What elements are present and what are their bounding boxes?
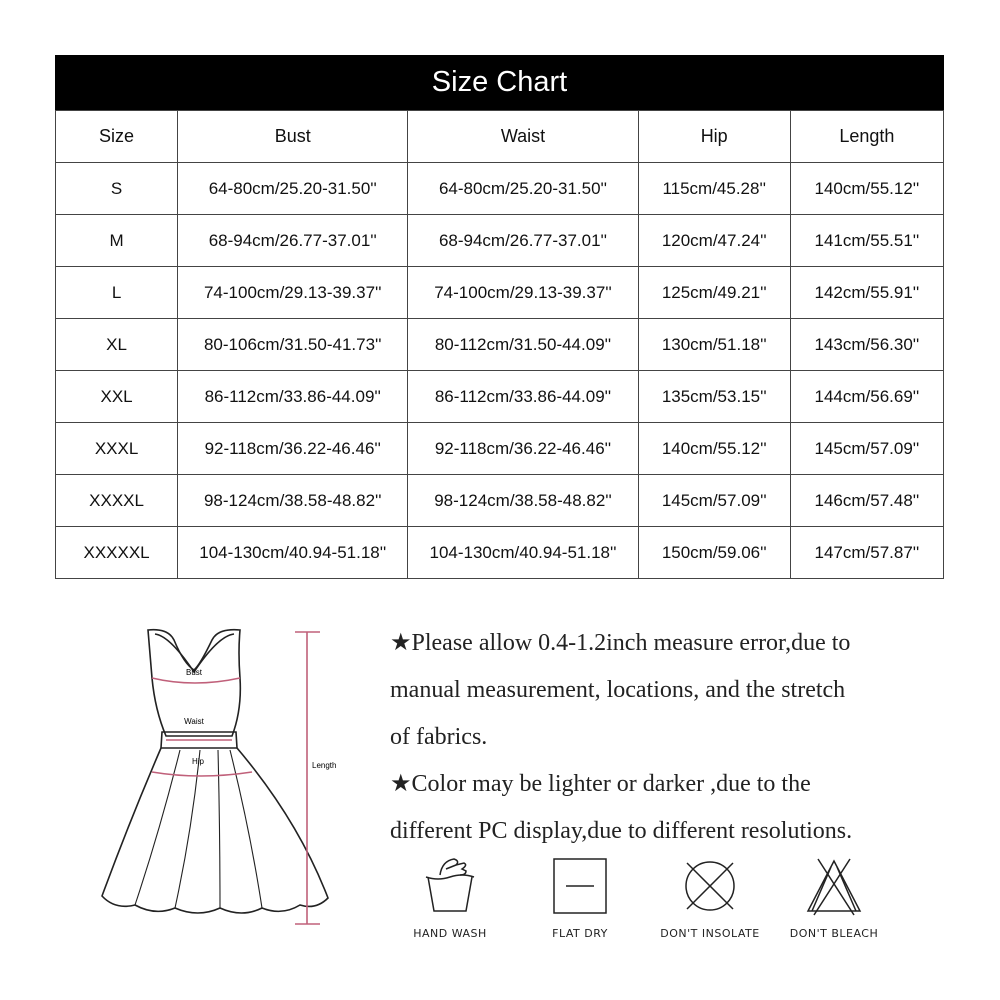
bust-cell: 68-94cm/26.77-37.01'' <box>178 215 408 267</box>
hip-cell: 125cm/49.21'' <box>638 267 790 319</box>
flat-dry-label: FLAT DRY <box>552 927 608 940</box>
size-chart <box>55 55 944 579</box>
waist-cell: 74-100cm/29.13-39.37'' <box>408 267 638 319</box>
hand-wash-icon <box>420 855 480 917</box>
length-cell: 140cm/55.12'' <box>790 163 943 215</box>
table-header-row <box>56 111 944 163</box>
length-label: Length <box>312 761 337 770</box>
waist-cell: 104-130cm/40.94-51.18'' <box>408 527 638 579</box>
waist-label: Waist <box>184 717 204 726</box>
dont-bleach-label: DON'T BLEACH <box>789 927 879 940</box>
hip-cell: 130cm/51.18'' <box>638 319 790 371</box>
size-cell: XXXL <box>56 423 178 475</box>
hip-cell: 145cm/57.09'' <box>638 475 790 527</box>
header-length: Length <box>790 111 943 163</box>
size-cell: L <box>56 267 178 319</box>
table-row <box>56 163 944 215</box>
note-line: different PC display,due to different resolutions. <box>390 818 853 844</box>
waist-cell: 64-80cm/25.20-31.50'' <box>408 163 638 215</box>
header-waist: Waist <box>408 111 638 163</box>
bust-cell: 64-80cm/25.20-31.50'' <box>178 163 408 215</box>
measurement-notes <box>390 620 950 855</box>
note-line: of fabrics. <box>390 724 488 750</box>
dont-bleach-icon <box>802 855 866 917</box>
hand-wash-label: HAND WASH <box>413 927 487 940</box>
waist-cell: 68-94cm/26.77-37.01'' <box>408 215 638 267</box>
length-cell: 144cm/56.69'' <box>790 371 943 423</box>
bust-cell: 104-130cm/40.94-51.18'' <box>178 527 408 579</box>
waist-cell: 80-112cm/31.50-44.09'' <box>408 319 638 371</box>
size-cell: XXXXL <box>56 475 178 527</box>
dont-insolate-icon <box>679 855 741 917</box>
note-line: ★Please allow 0.4-1.2inch measure error,due to <box>390 630 851 656</box>
size-cell: XL <box>56 319 178 371</box>
size-cell: XXXXXL <box>56 527 178 579</box>
bust-label: Bust <box>185 668 203 677</box>
bust-cell: 74-100cm/29.13-39.37'' <box>178 267 408 319</box>
hip-cell: 115cm/45.28'' <box>638 163 790 215</box>
hip-cell: 150cm/59.06'' <box>638 527 790 579</box>
waist-cell: 86-112cm/33.86-44.09'' <box>408 371 638 423</box>
size-cell: S <box>56 163 178 215</box>
flat-dry-icon <box>550 855 610 917</box>
waist-cell: 98-124cm/38.58-48.82'' <box>408 475 638 527</box>
dress-outline-icon <box>102 630 328 913</box>
care-hand-wash <box>380 855 520 940</box>
table-row <box>56 319 944 371</box>
care-dont-insolate <box>640 855 780 940</box>
size-cell: XXL <box>56 371 178 423</box>
table-row <box>56 267 944 319</box>
size-table <box>55 110 944 579</box>
table-row <box>56 371 944 423</box>
length-cell: 146cm/57.48'' <box>790 475 943 527</box>
dont-insolate-label: DON'T INSOLATE <box>660 927 760 940</box>
hip-cell: 140cm/55.12'' <box>638 423 790 475</box>
header-hip: Hip <box>638 111 790 163</box>
bust-cell: 98-124cm/38.58-48.82'' <box>178 475 408 527</box>
size-cell: M <box>56 215 178 267</box>
table-row <box>56 215 944 267</box>
bust-cell: 92-118cm/36.22-46.46'' <box>178 423 408 475</box>
waist-cell: 92-118cm/36.22-46.46'' <box>408 423 638 475</box>
bust-cell: 80-106cm/31.50-41.73'' <box>178 319 408 371</box>
length-cell: 147cm/57.87'' <box>790 527 943 579</box>
note-line: ★Color may be lighter or darker ,due to the <box>390 771 811 797</box>
hip-cell: 135cm/53.15'' <box>638 371 790 423</box>
table-row <box>56 527 944 579</box>
length-cell: 145cm/57.09'' <box>790 423 943 475</box>
length-cell: 141cm/55.51'' <box>790 215 943 267</box>
length-cell: 143cm/56.30'' <box>790 319 943 371</box>
header-size: Size <box>56 111 178 163</box>
note-line: manual measurement, locations, and the stretch <box>390 677 846 703</box>
table-row <box>56 423 944 475</box>
care-dont-bleach <box>764 855 904 940</box>
measure-lines <box>152 632 320 924</box>
size-chart-title: Size Chart <box>55 55 944 110</box>
hip-cell: 120cm/47.24'' <box>638 215 790 267</box>
care-flat-dry <box>510 855 650 940</box>
bust-cell: 86-112cm/33.86-44.09'' <box>178 371 408 423</box>
dress-measurement-diagram <box>80 620 370 940</box>
table-row <box>56 475 944 527</box>
header-bust: Bust <box>178 111 408 163</box>
hip-label: Hip <box>191 757 205 766</box>
length-cell: 142cm/55.91'' <box>790 267 943 319</box>
